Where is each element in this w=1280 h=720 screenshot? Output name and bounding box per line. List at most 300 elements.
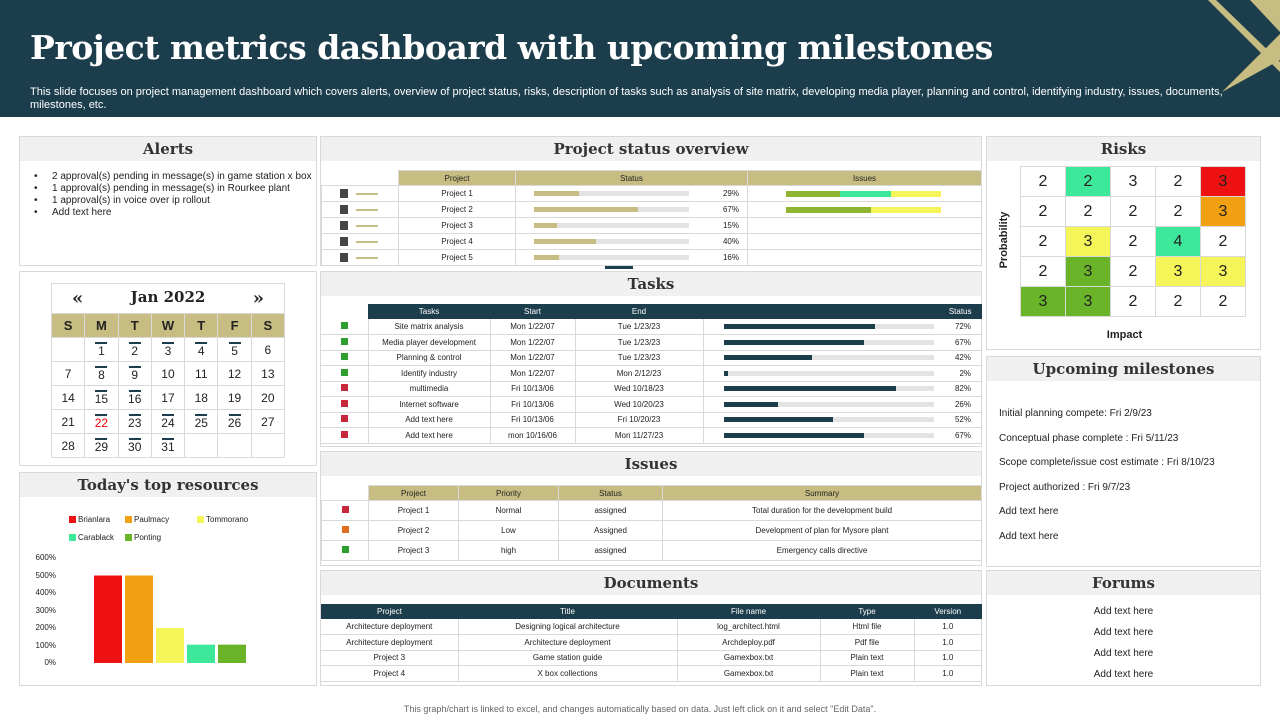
table-row — [321, 319, 982, 335]
issue-priority: Normal — [459, 501, 559, 521]
task-end: Mon 2/12/23 — [575, 366, 703, 382]
flag-cell — [321, 366, 368, 382]
calendar-day[interactable] — [185, 362, 218, 386]
milestones-list — [999, 402, 1215, 550]
status-flag-icon — [341, 353, 348, 360]
doc-cell — [322, 250, 399, 266]
issues-segment — [786, 191, 840, 197]
prev-month-icon[interactable]: « — [72, 288, 84, 309]
task-progress-fill — [724, 417, 833, 422]
line-icon — [356, 257, 378, 259]
column-header: Project — [399, 171, 516, 186]
status-flag-icon — [341, 322, 348, 329]
risk-row — [1021, 167, 1246, 197]
status-flag-icon — [341, 369, 348, 376]
doc-filename: log_architect.html — [677, 619, 820, 635]
doc-type: Pdf file — [820, 635, 914, 651]
table-row — [321, 666, 982, 682]
day-number: 27 — [261, 414, 275, 429]
issue-status: assigned — [559, 541, 663, 561]
risk-cell: 3 — [1066, 257, 1111, 287]
status-flag-icon — [341, 338, 348, 345]
resources-panel — [19, 472, 317, 686]
risk-row — [1021, 257, 1246, 287]
weekday-label: W — [151, 314, 184, 338]
column-header: Issues — [748, 171, 982, 186]
status-bar — [534, 191, 689, 196]
day-number: 17 — [161, 390, 175, 405]
task-start: Mon 1/22/07 — [490, 319, 575, 335]
table-row — [321, 428, 982, 444]
day-number: 31 — [161, 439, 175, 454]
status-flag-icon — [341, 431, 348, 438]
risk-cell: 2 — [1111, 197, 1156, 227]
day-number: 14 — [61, 390, 75, 405]
project-name: Project 5 — [399, 250, 516, 266]
priority-flag-icon — [342, 506, 349, 513]
status-flag-icon — [341, 384, 348, 391]
column-header: Tasks — [368, 304, 490, 319]
table-row — [321, 335, 982, 351]
calendar-weekdays — [52, 314, 285, 338]
milestones-panel — [986, 356, 1261, 567]
calendar-day[interactable] — [151, 434, 184, 458]
calendar-week — [52, 410, 285, 434]
column-header: Version — [914, 604, 982, 619]
risk-cell: 3 — [1021, 287, 1066, 317]
risk-cell: 2 — [1066, 167, 1111, 197]
flag-cell — [321, 397, 368, 413]
task-percent: 42% — [954, 353, 971, 363]
alerts-panel — [19, 136, 317, 266]
bar-paulmacy — [125, 576, 153, 664]
calendar-day[interactable] — [118, 434, 151, 458]
next-month-icon[interactable]: » — [252, 288, 264, 309]
weekday-label: S — [52, 314, 85, 338]
status-bar-fill — [534, 239, 596, 244]
task-progress-bar — [724, 355, 934, 360]
task-status — [703, 319, 982, 335]
calendar-day[interactable] — [251, 362, 284, 386]
table-row — [322, 250, 982, 266]
status-cell — [516, 234, 748, 250]
task-end: Mon 11/27/23 — [575, 428, 703, 444]
table-row — [322, 234, 982, 250]
flag-cell — [321, 381, 368, 397]
documents-title: Documents — [321, 571, 981, 595]
priority-flag-icon — [342, 526, 349, 533]
line-icon — [356, 193, 378, 195]
status-percent: 29% — [722, 189, 739, 198]
status-flag-icon — [341, 415, 348, 422]
task-progress-fill — [724, 340, 865, 345]
calendar-day[interactable] — [185, 386, 218, 410]
task-status — [703, 397, 982, 413]
status-percent: 67% — [722, 205, 739, 214]
y-tick-label: 300% — [35, 605, 56, 615]
calendar-empty — [185, 434, 218, 458]
legend-label: Carablack — [78, 533, 115, 542]
milestone-item: Project authorized : Fri 9/7/23 — [999, 481, 1131, 493]
risk-row — [1021, 227, 1246, 257]
task-progress-bar — [724, 417, 934, 422]
day-number: 4 — [197, 343, 205, 358]
risk-cell: 3 — [1201, 257, 1246, 287]
task-status — [703, 428, 982, 444]
issue-priority: Low — [459, 521, 559, 541]
table-row — [321, 350, 982, 366]
issues-cell — [748, 202, 982, 218]
task-status — [703, 381, 982, 397]
calendar-month: Jan 2022 — [130, 288, 206, 306]
task-percent: 26% — [954, 399, 971, 409]
doc-version: 1.0 — [914, 619, 982, 635]
milestones-title: Upcoming milestones — [987, 357, 1260, 381]
task-name: Identify industry — [368, 366, 490, 382]
risk-row — [1021, 197, 1246, 227]
doc-title: Architecture deployment — [458, 635, 677, 651]
flag-cell — [322, 541, 369, 561]
scroll-indicator — [605, 266, 633, 269]
task-start: Mon 1/22/07 — [490, 335, 575, 351]
calendar-day[interactable] — [85, 434, 118, 458]
weekday-label: T — [185, 314, 218, 338]
doc-project: Project 4 — [321, 666, 458, 682]
risk-cell: 3 — [1201, 167, 1246, 197]
forum-item[interactable]: Add text here — [1093, 627, 1154, 638]
task-name: Add text here — [368, 428, 490, 444]
risk-cell: 3 — [1156, 257, 1201, 287]
status-percent: 40% — [722, 237, 739, 246]
risk-cell: 3 — [1111, 167, 1156, 197]
risk-cell: 2 — [1021, 257, 1066, 287]
tasks-panel — [320, 271, 982, 447]
task-start: Mon 1/22/07 — [490, 350, 575, 366]
doc-cell — [322, 202, 399, 218]
calendar-week — [52, 338, 285, 362]
risk-matrix — [1020, 166, 1246, 317]
alert-item: • 1 approval(s) pending in message(s) in Rourkee plant — [34, 183, 314, 195]
calendar-day[interactable] — [251, 338, 284, 362]
task-percent: 72% — [954, 322, 971, 331]
risks-panel — [986, 136, 1261, 350]
risk-cell: 2 — [1111, 227, 1156, 257]
table-row — [322, 202, 982, 218]
resources-chart — [20, 473, 318, 687]
forums-list — [987, 601, 1260, 685]
legend-label: Tommorano — [206, 515, 249, 524]
day-number: 11 — [195, 366, 208, 381]
day-number: 15 — [94, 391, 109, 406]
y-tick-label: 600% — [35, 553, 56, 562]
calendar-day[interactable] — [151, 386, 184, 410]
calendar-day[interactable] — [185, 338, 218, 362]
flag-cell — [321, 319, 368, 335]
issues-cell — [748, 186, 982, 202]
calendar-day[interactable] — [52, 434, 85, 458]
priority-flag-icon — [342, 546, 349, 553]
day-number: 26 — [227, 415, 242, 430]
day-number: 16 — [128, 391, 142, 406]
calendar-day[interactable] — [52, 362, 85, 386]
calendar-day[interactable] — [85, 362, 118, 386]
task-progress-fill — [724, 386, 896, 391]
doc-cell — [322, 218, 399, 234]
table-row — [321, 619, 982, 635]
issues-segment — [786, 207, 871, 213]
forums-panel — [986, 570, 1261, 686]
status-cell — [516, 218, 748, 234]
task-name: Media player development — [368, 335, 490, 351]
issue-summary: Development of plan for Mysore plant — [663, 521, 982, 541]
calendar-week — [52, 362, 285, 386]
calendar-day[interactable] — [85, 410, 118, 434]
calendar-day[interactable] — [118, 410, 151, 434]
risk-cell: 2 — [1201, 287, 1246, 317]
day-number: 1 — [98, 343, 105, 358]
task-progress-fill — [724, 433, 865, 438]
table-row — [321, 650, 982, 666]
milestone-item: Add text here — [999, 506, 1059, 518]
forum-item[interactable]: Add text here — [1093, 648, 1154, 659]
status-bar — [534, 255, 689, 260]
issue-project: Project 2 — [369, 521, 459, 541]
y-tick-label: 0% — [44, 658, 56, 667]
doc-type: Plain text — [820, 666, 914, 682]
doc-filename: Archdeploy.pdf — [677, 635, 820, 651]
flag-cell — [322, 501, 369, 521]
risk-cell: 2 — [1111, 287, 1156, 317]
task-start: Fri 10/13/06 — [490, 381, 575, 397]
resources-title: Today's top resources — [20, 473, 316, 497]
column-header: File name — [677, 604, 820, 619]
day-number: 10 — [161, 366, 175, 381]
risk-cell: 2 — [1156, 197, 1201, 227]
day-number: 25 — [194, 415, 208, 430]
calendar-day[interactable] — [218, 386, 251, 410]
task-end: Tue 1/23/23 — [575, 319, 703, 335]
risk-cell: 4 — [1156, 227, 1201, 257]
weekday-label: T — [118, 314, 151, 338]
task-name: Site matrix analysis — [368, 319, 490, 335]
table-row — [321, 412, 982, 428]
calendar-day[interactable] — [52, 386, 85, 410]
task-status — [703, 412, 982, 428]
project-name: Project 4 — [399, 234, 516, 250]
task-start: Fri 10/13/06 — [490, 397, 575, 413]
document-icon — [340, 253, 348, 262]
calendar-empty — [251, 434, 284, 458]
alert-item: • 1 approval(s) in voice over ip rollout — [34, 195, 314, 207]
alerts-title: Alerts — [20, 137, 316, 161]
issue-project: Project 1 — [369, 501, 459, 521]
forum-item[interactable]: Add text here — [1093, 606, 1154, 617]
status-bar — [534, 239, 689, 244]
flag-cell — [321, 412, 368, 428]
bar-ponting — [218, 645, 246, 663]
legend-label: Ponting — [134, 533, 162, 542]
day-number: 18 — [194, 390, 208, 405]
calendar-day[interactable] — [118, 362, 151, 386]
task-end: Tue 1/23/23 — [575, 350, 703, 366]
alerts-list — [34, 171, 314, 219]
alert-item: • Add text here — [34, 207, 314, 219]
calendar-day[interactable] — [85, 386, 118, 410]
risks-title: Risks — [987, 137, 1260, 161]
flag-cell — [322, 521, 369, 541]
calendar-day[interactable] — [185, 410, 218, 434]
task-percent: 67% — [954, 430, 971, 440]
day-number: 24 — [161, 415, 175, 430]
task-end: Fri 10/20/23 — [575, 412, 703, 428]
line-icon — [356, 209, 378, 211]
day-number: 3 — [164, 343, 172, 358]
task-start: mon 10/16/06 — [490, 428, 575, 444]
flag-cell — [321, 335, 368, 351]
doc-cell — [322, 186, 399, 202]
calendar-day[interactable] — [85, 338, 118, 362]
issues-table — [321, 485, 982, 561]
doc-version: 1.0 — [914, 650, 982, 666]
task-end: Wed 10/20/23 — [575, 397, 703, 413]
doc-cell — [322, 234, 399, 250]
task-name: Planning & control — [368, 350, 490, 366]
day-number: 2 — [131, 343, 139, 358]
calendar-day[interactable] — [151, 338, 184, 362]
column-header: Project — [369, 486, 459, 501]
table-row — [322, 186, 982, 202]
day-number: 5 — [231, 343, 238, 358]
calendar-day[interactable] — [218, 410, 251, 434]
forum-item[interactable]: Add text here — [1093, 669, 1154, 680]
issue-status: assigned — [559, 501, 663, 521]
day-number: 13 — [261, 366, 275, 381]
tasks-table — [321, 304, 982, 444]
calendar-week — [52, 386, 285, 410]
documents-panel — [320, 570, 982, 686]
documents-table — [321, 604, 982, 682]
status-bar-fill — [534, 191, 579, 196]
project-status-table — [321, 170, 982, 266]
table-row — [322, 501, 982, 521]
status-cell — [516, 250, 748, 266]
calendar-day[interactable] — [52, 410, 85, 434]
risk-cell: 2 — [1021, 197, 1066, 227]
calendar-day[interactable] — [251, 386, 284, 410]
calendar-day[interactable] — [118, 386, 151, 410]
risk-row — [1021, 287, 1246, 317]
task-name: Internet software — [368, 397, 490, 413]
table-row — [322, 521, 982, 541]
doc-type: Html file — [820, 619, 914, 635]
task-name: multimedia — [368, 381, 490, 397]
task-percent: 52% — [954, 415, 971, 425]
milestone-item: Add text here — [999, 530, 1059, 542]
calendar-day[interactable] — [151, 410, 184, 434]
risk-cell: 2 — [1156, 167, 1201, 197]
table-row — [322, 218, 982, 234]
milestone-item: Conceptual phase complete : Fri 5/11/23 — [999, 432, 1179, 444]
table-row — [321, 397, 982, 413]
issues-segment — [891, 191, 941, 197]
table-row — [321, 366, 982, 382]
status-flag-icon — [341, 400, 348, 407]
task-percent: 67% — [954, 337, 971, 347]
task-progress-fill — [724, 324, 875, 329]
issue-summary: Total duration for the development build — [663, 501, 982, 521]
task-status — [703, 366, 982, 382]
header-banner — [0, 0, 1280, 117]
column-header: Status — [703, 304, 982, 319]
task-progress-fill — [724, 371, 728, 376]
task-progress-bar — [724, 324, 934, 329]
doc-project: Architecture deployment — [321, 635, 458, 651]
task-progress-bar — [724, 340, 934, 345]
doc-version: 1.0 — [914, 635, 982, 651]
status-bar — [534, 223, 689, 228]
calendar-empty — [52, 338, 85, 362]
day-number: 22 — [94, 415, 109, 430]
issues-bar — [786, 207, 941, 213]
weekday-label: F — [218, 314, 251, 338]
column-header: Status — [559, 486, 663, 501]
doc-title: X box collections — [458, 666, 677, 682]
status-bar-fill — [534, 207, 638, 212]
document-icon — [340, 221, 348, 230]
status-cell — [516, 186, 748, 202]
day-number: 30 — [128, 439, 142, 454]
day-number: 8 — [98, 367, 105, 382]
document-icon — [340, 189, 348, 198]
risk-cell: 2 — [1156, 287, 1201, 317]
calendar — [51, 283, 285, 458]
doc-title: Game station guide — [458, 650, 677, 666]
y-tick-label: 200% — [35, 623, 56, 632]
status-percent: 16% — [722, 253, 739, 262]
risk-cell: 2 — [1111, 257, 1156, 287]
issue-project: Project 3 — [369, 541, 459, 561]
doc-project: Project 3 — [321, 650, 458, 666]
task-progress-bar — [724, 371, 934, 376]
calendar-day[interactable] — [118, 338, 151, 362]
y-tick-label: 400% — [35, 588, 56, 597]
issues-segment — [871, 207, 941, 213]
risk-cell: 2 — [1021, 167, 1066, 197]
column-header: Title — [458, 604, 677, 619]
calendar-week — [52, 434, 285, 458]
calendar-day[interactable] — [251, 410, 284, 434]
footer-note: This graph/chart is linked to excel, and changes automatically based on data. Just left click on it and select "Edit Data". — [403, 704, 877, 714]
task-progress-bar — [724, 402, 934, 407]
flag-cell — [321, 428, 368, 444]
column-header: Project — [321, 604, 458, 619]
issue-priority: high — [459, 541, 559, 561]
risk-cell: 3 — [1201, 197, 1246, 227]
calendar-day[interactable] — [218, 362, 251, 386]
page-title: Project metrics dashboard with upcoming milestones — [30, 28, 993, 67]
calendar-day[interactable] — [218, 338, 251, 362]
doc-version: 1.0 — [914, 666, 982, 682]
project-status-panel — [320, 136, 982, 266]
corner-decoration-icon — [1160, 0, 1280, 95]
calendar-empty — [218, 434, 251, 458]
issues-cell — [748, 234, 982, 250]
flag-cell — [321, 350, 368, 366]
y-tick-label: 500% — [35, 570, 56, 580]
calendar-day[interactable] — [151, 362, 184, 386]
tasks-title: Tasks — [321, 272, 981, 296]
risk-cell: 3 — [1066, 227, 1111, 257]
